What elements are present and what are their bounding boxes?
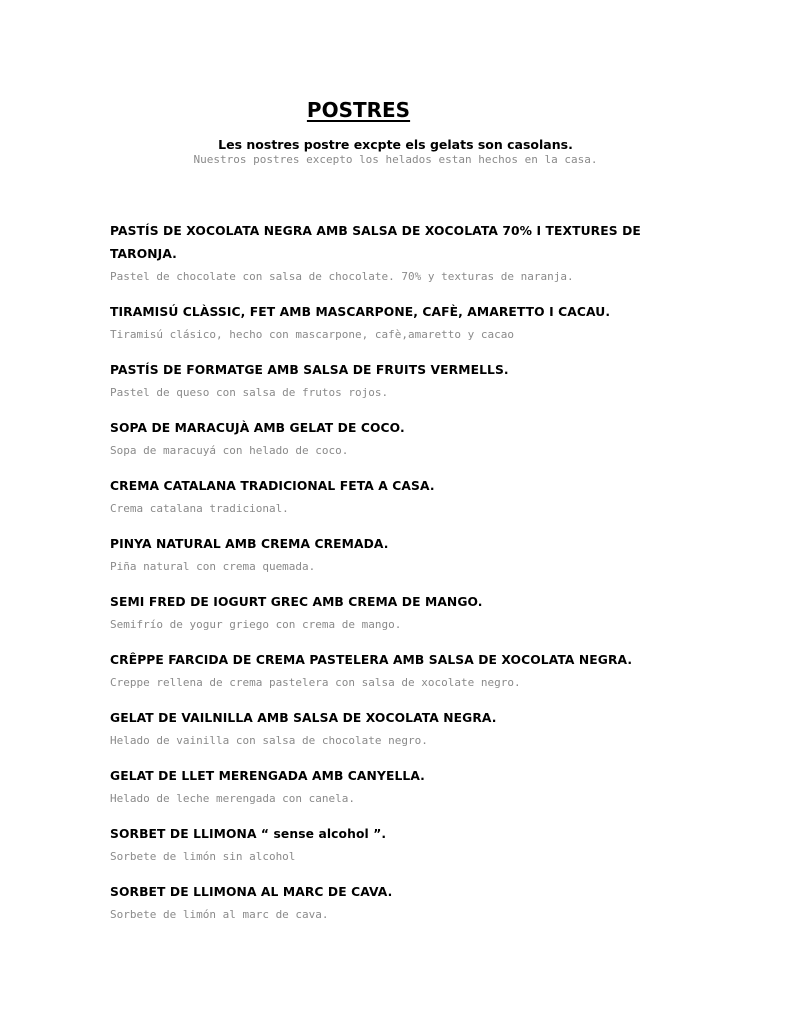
list-item — [110, 591, 690, 636]
dish-name-catalan: PINYA NATURAL AMB CREMA CREMADA. — [110, 537, 389, 551]
list-item — [110, 417, 690, 462]
list-item — [110, 707, 690, 752]
dish-name-catalan: GELAT DE VAILNILLA AMB SALSA DE XOCOLATA NEGRA. — [110, 711, 497, 725]
dessert-list — [110, 220, 690, 939]
dish-name-spanish: Semifrío de yogur griego con crema de mango. — [110, 618, 402, 631]
list-item — [110, 649, 690, 694]
dish-name-spanish: Crema catalana tradicional. — [110, 502, 289, 515]
page-title: POSTRES — [306, 98, 411, 122]
dish-name-catalan: GELAT DE LLET MERENGADA AMB CANYELLA. — [110, 769, 425, 783]
list-item — [110, 359, 690, 404]
dish-name-catalan: SORBET DE LLIMONA AL MARC DE CAVA. — [110, 885, 393, 899]
dish-name-spanish: Helado de leche merengada con canela. — [110, 792, 356, 805]
dish-name-catalan: SORBET DE LLIMONA “ sense alcohol ”. — [110, 827, 387, 841]
dish-name-spanish: Sorbete de limón sin alcohol — [110, 850, 296, 863]
dish-name-spanish: Piña natural con crema quemada. — [110, 560, 316, 573]
dish-name-spanish: Helado de vainilla con salsa de chocolate negro. — [110, 734, 428, 747]
list-item — [110, 220, 690, 288]
dish-name-spanish: Sorbete de limón al marc de cava. — [110, 908, 329, 921]
dish-name-spanish: Sopa de maracuyá con helado de coco. — [110, 444, 349, 457]
dish-name-spanish: Creppe rellena de crema pastelera con salsa de xocolate negro. — [110, 676, 521, 689]
dish-name-spanish: Pastel de queso con salsa de frutos rojos. — [110, 386, 389, 399]
list-item — [110, 533, 690, 578]
intro-spanish: Nuestros postres excepto los helados estan hechos en la casa. — [193, 153, 598, 166]
dish-name-catalan: CREMA CATALANA TRADICIONAL FETA A CASA. — [110, 479, 435, 493]
dish-name-catalan: SEMI FRED DE IOGURT GREC AMB CREMA DE MANGO. — [110, 595, 483, 609]
dish-name-catalan: PASTÍS DE XOCOLATA NEGRA AMB SALSA DE XOCOLATA 70% I TEXTURES DE TARONJA. — [110, 224, 641, 261]
dish-name-catalan: CRÊPPE FARCIDA DE CREMA PASTELERA AMB SALSA DE XOCOLATA NEGRA. — [110, 653, 633, 667]
list-item — [110, 475, 690, 520]
list-item — [110, 301, 690, 346]
list-item — [110, 765, 690, 810]
dish-name-catalan: TIRAMISÚ CLÀSSIC, FET AMB MASCARPONE, CAFÈ, AMARETTO I CACAU. — [110, 305, 611, 319]
dish-name-spanish: Tiramisú clásico, hecho con mascarpone, cafè,amaretto y cacao — [110, 328, 514, 341]
intro-catalan: Les nostres postre excpte els gelats son casolans. — [218, 137, 573, 152]
list-item — [110, 881, 690, 926]
dish-name-spanish: Pastel de chocolate con salsa de chocolate. 70% y texturas de naranja. — [110, 270, 574, 283]
dish-name-catalan: PASTÍS DE FORMATGE AMB SALSA DE FRUITS VERMELLS. — [110, 363, 509, 377]
list-item — [110, 823, 690, 868]
dish-name-catalan: SOPA DE MARACUJÀ AMB GELAT DE COCO. — [110, 421, 405, 435]
